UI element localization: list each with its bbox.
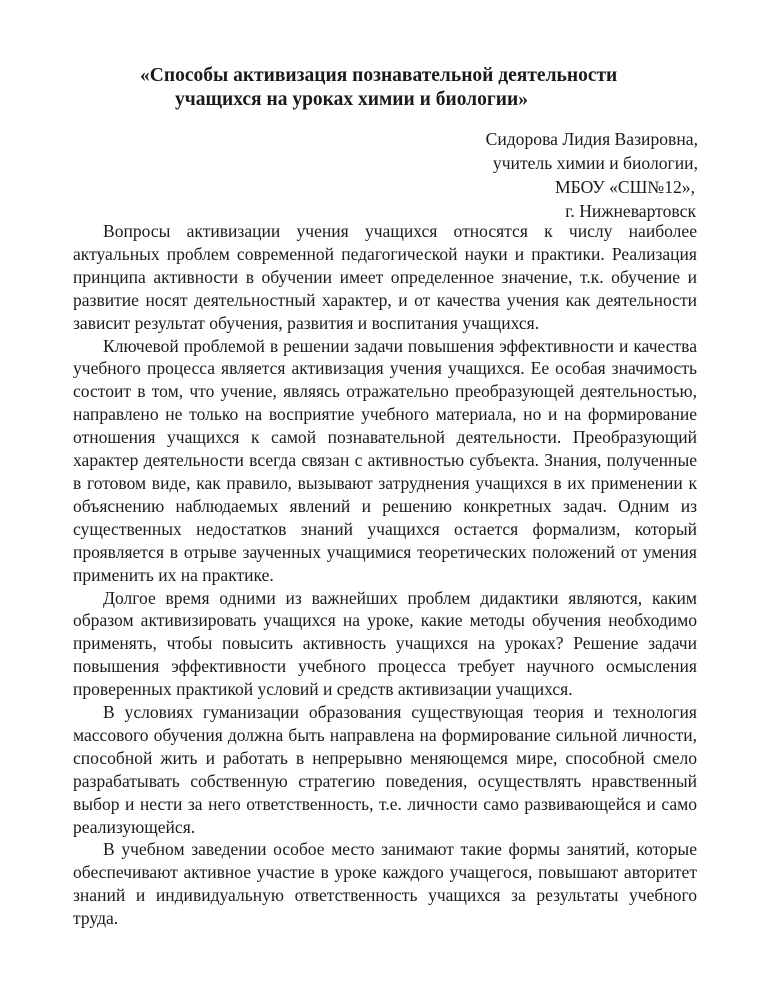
document-body [73,220,697,930]
author-position: учитель химии и биологии, [492,153,698,173]
paragraph-5: В учебном заведении особое место занимают такие формы занятий, которые обеспечивают активное участие в уроке каждого учащегося, повышают авторитет знаний и индивидуальную ответственность учащихся за результаты учебного труда. [73,839,697,929]
author-name: Сидорова Лидия Вазировна, [485,129,698,149]
paragraph-2: Ключевой проблемой в решении задачи повышения эффективности и качества учебного процесса является активизация учения учащихся. Ее особая значимость состоит в том, что учение, являясь отражательно преобразующей деятельностью, направлено не только на восприятие учебного материала, но и на формирование отношения учащихся к самой познавательной деятельности. Преобразующий характер деятельности всегда связан с активностью субъекта. Знания, полученные в готовом виде, как правило, вызывают затруднения учащихся в их применении к объяснению наблюдаемых явлений и решению конкретных задач. Одним из существенных недостатков знаний учащихся остается формализм, который проявляется в отрыве заученных учащимися теоретических положений от умения применить их на практике. [73,335,697,585]
paragraph-4: В условиях гуманизации образования существующая теория и технология массового обучения должна быть направлена на формирование сильной личности, способной жить и работать в непрерывно меняющемся мире, способной смело разрабатывать собственную стратегию поведения, осуществлять нравственный выбор и нести за него ответственность, т.е. личности само развивающейся и само реализующейся. [73,702,697,837]
title-line-2: учащихся на уроках химии и биологии» [175,89,528,110]
document-title [110,64,670,112]
author-block [486,127,698,223]
title-line-1: «Способы активизация познавательной деятельности [140,65,618,86]
author-school: МБОУ «СШ№12», [554,177,695,197]
paragraph-3: Долгое время одними из важнейших проблем дидактики являются, каким образом активизировать учащихся на уроке, какие методы обучения необходимо применять, чтобы повысить активность учащихся на уроках? Решение задачи повышения эффективности учебного процесса требует научного осмысления проверенных практикой условий и средств активизации учащихся. [73,587,697,700]
paragraph-1: Вопросы активизации учения учащихся относятся к числу наиболее актуальных проблем современной педагогической науки и практики. Реализация принципа активности в обучении имеет определенное значение, т.к. обучение и развитие носят деятельностный характер, и от качества учения как деятельности зависит результат обучения, развития и воспитания учащихся. [73,221,697,333]
author-city: г. Нижневартовск [565,201,696,221]
